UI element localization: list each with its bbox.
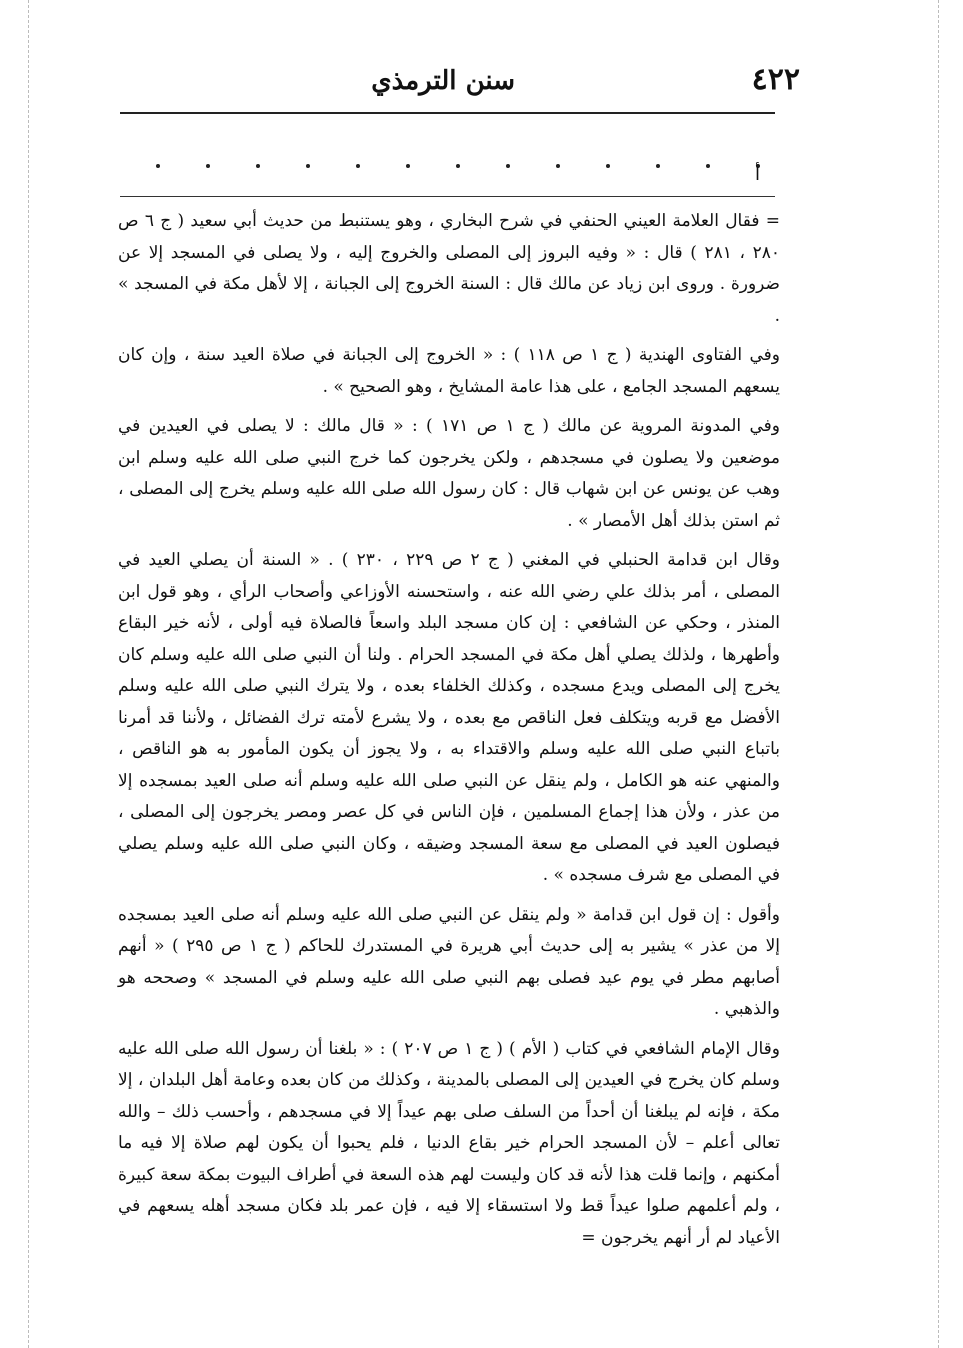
paragraph-author-comment: وأقول : إن قول ابن قدامة « ولم ينقل عن النبي صلى الله عليه وسلم أنه صلى العيد بمسجده إلا من عذر » يشير به إلى حديث أبي هريرة في المستدرك للحاكم ( ج ١ ص ٢٩٥ ) « أنهم أصابهم مطر في يوم عيد فصلى بهم النبي صلى الله عليه وسلم في المسجد » وصححه هو والذهبي . — [118, 904, 780, 1019]
scan-edge-right — [938, 0, 939, 1348]
scan-edge-left — [28, 0, 29, 1348]
dot — [306, 164, 310, 168]
margin-marker: أ — [754, 164, 760, 185]
page-number: ٤٢٢ — [751, 62, 800, 97]
running-title: سنن الترمذي — [371, 66, 515, 96]
paragraph-hindiyya: وفي الفتاوى الهندية ( ج ١ ص ١١٨ ) : « الخروج إلى الجبانة في صلاة العيد سنة ، وإن كان يسعهم المسجد الجامع ، على هذا عامة المشايخ ، وهو الصحيح » . — [118, 345, 780, 397]
separator-rule — [120, 196, 775, 197]
dot — [556, 164, 560, 168]
dot — [656, 164, 660, 168]
page-header — [120, 62, 800, 102]
dot — [256, 164, 260, 168]
dot — [406, 164, 410, 168]
dot — [356, 164, 360, 168]
dot — [156, 164, 160, 168]
dot — [506, 164, 510, 168]
dot — [456, 164, 460, 168]
dot — [606, 164, 610, 168]
paragraph-aini: = فقال العلامة العيني الحنفي في شرح البخاري ، وهو يستنبط من حديث أبي سعيد ( ج ٦ ص ٢٨٠ ، ٢٨١ ) قال : « وفيه البروز إلى المصلى والخروج إليه ، ولا يصلى في المسجد إلا عن ضرورة . وروى ابن زياد عن مالك قال : السنة الخروج إلى الجبانة ، إلا لأهل مكة في المسجد » . — [118, 211, 781, 326]
dot — [706, 164, 710, 168]
paragraph-mudawwana: وفي المدونة المروية عن مالك ( ج ١ ص ١٧١ ) : « قال مالك : لا يصلى في العيدين في موضعين ولا يصلون في مسجدهم ، ولكن يخرجون كما خرج النبي صلى الله عليه وسلم ابن وهب عن يونس عن ابن شهاب قال : كان رسول الله صلى الله عليه وسلم يخرج إلى المصلى ، ثم استن بذلك أهل الأمصار » . — [118, 416, 780, 531]
paragraph-shafii: وقال الإمام الشافعي في كتاب ( الأم ) ( ج ١ ص ٢٠٧ ) : « بلغنا أن رسول الله صلى الله عليه وسلم كان يخرج في العيدين إلى المصلى بالمدينة ، وكذلك من كان بعده وعامة أهل البلدان ، إلا مكة ، فإنه لم يبلغنا أن أحداً من السلف صلى بهم عيداً إلا في مسجدهم ، وأحسب ذلك – والله تعالى أعلم – لأن المسجد الحرام خير بقاع الدنيا ، فلم يحبوا أن يكون لهم صلاة إلا فيه ما أمكنهم ، وإنما قلت هذا لأنه قد كان وليست لهم هذه السعة في أطراف البيوت بمكة سعة كبيرة ، ولم أعلمهم صلوا عيداً قط ولا استسقاء إلا فيه ، فإن عمر بلد فكان مسجد أهله يسعهم في الأعياد لم أر أنهم يخرجون = — [118, 1038, 780, 1248]
dot — [206, 164, 210, 168]
paragraph-ibn-qudama: وقال ابن قدامة الحنبلي في المغني ( ج ٢ ص ٢٢٩ ، ٢٣٠ ) . « السنة أن يصلي العيد في المصلى ، أمر بذلك علي رضي الله عنه ، واستحسنه الأوزاعي وأصحاب الرأي ، وهو قول ابن المنذر ، وحكي عن الشافعي : إن كان مسجد البلد واسعاً فالصلاة فيه أولى ، لأنه خير البقاع وأطهرها ، ولذلك يصلي أهل مكة في المسجد الحرام . ولنا أن النبي صلى الله عليه وسلم كان يخرج إلى المصلى ويدع مسجده ، وكذلك الخلفاء بعده ، ولا يترك النبي صلى الله عليه وسلم الأفضل مع قربه ويتكلف فعل الناقص مع بعده ، ولا يشرع لأمته ترك الفضائل ، ولأننا قد أمرنا باتباع النبي صلى الله عليه وسلم والاقتداء به ، ولا يجوز أن يكون المأمور به هو الناقص ، والمنهي عنه هو الكامل ، ولم ينقل عن النبي صلى الله عليه وسلم أنه صلى العيد بمسجده إلا من عذر ، ولأن هذا إجماع المسلمين ، فإن الناس في كل عصر ومصر يخرجون إلى المصلى ، فيصلون العيد في المصلى مع سعة المسجد وضيقه ، وكان النبي صلى الله عليه وسلم يصلي في المصلى مع شرف مسجده » . — [118, 550, 780, 885]
header-rule — [120, 112, 775, 114]
footnote-dot-row — [130, 158, 770, 185]
footnote-body — [118, 206, 780, 1262]
